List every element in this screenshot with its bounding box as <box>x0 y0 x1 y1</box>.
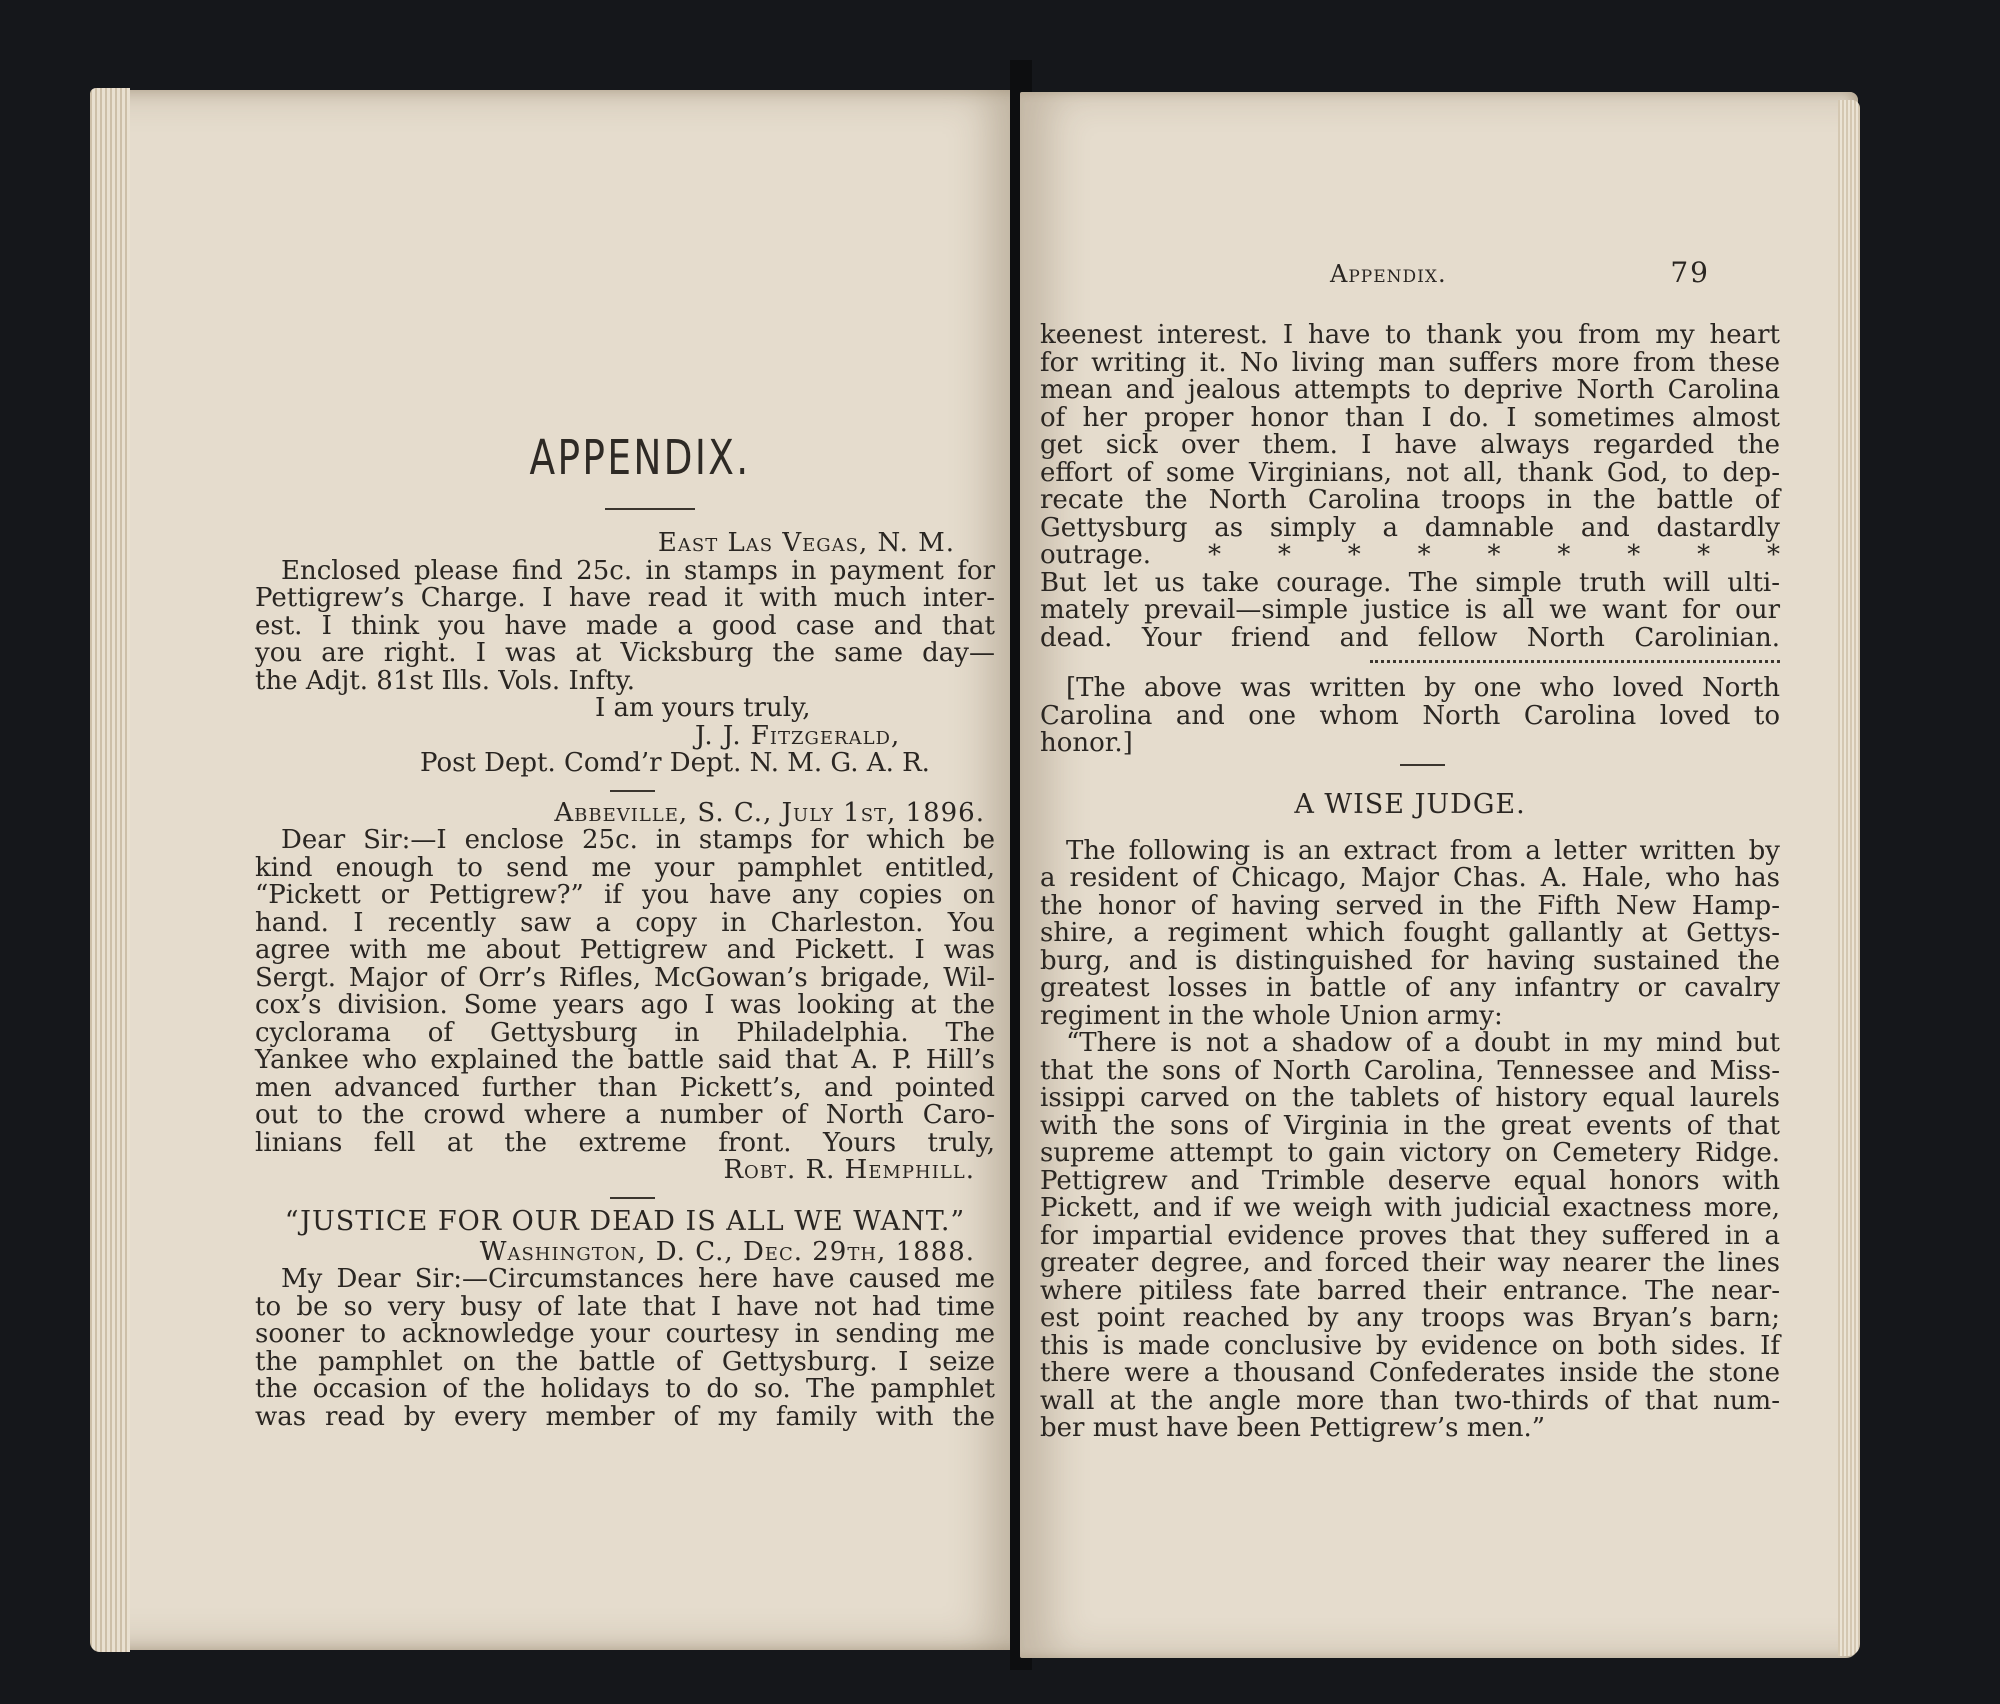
section-line: a resident of Chicago, Major Chas. A. Hale, who has <box>1040 863 1780 893</box>
section-title: A WISE JUDGE. <box>1294 788 1526 820</box>
heading-rule <box>605 508 695 510</box>
continued-line: Gettysburg as simply a damnable and dastardly <box>1040 512 1780 543</box>
continued-line: for writing it. No living man suffers more from these <box>1040 347 1780 378</box>
section-line: Pickett, and if we weigh with judicial exactness more, <box>1040 1193 1780 1223</box>
section-line: regiment in the whole Union army: <box>1040 1000 1503 1031</box>
section-line: greatest losses in battle of any infantry or cavalry <box>1040 973 1780 1003</box>
continued-line: of her proper honor than I do. I sometimes almost <box>1040 402 1780 433</box>
letter1-line: the Adjt. 81st Ills. Vols. Infty. <box>255 665 636 696</box>
section-line: ber must have been Pettigrew’s men.” <box>1040 1413 1546 1443</box>
section-line: supreme attempt to gain victory on Cemetery Ridge. <box>1040 1138 1780 1168</box>
section-line: this is made conclusive by evidence on both sides. If <box>1040 1330 1780 1361</box>
letter3-line: was read by every member of my family with the <box>255 1401 995 1432</box>
continued-line: outrage. * * * * * * * * * <box>1040 540 1780 570</box>
section-line: greater degree, and forced their way nearer the lines <box>1040 1248 1780 1278</box>
running-head-title: Appendix. <box>1330 260 1447 288</box>
letter1-place: East Las Vegas, N. M. <box>657 528 955 558</box>
section-line: where pitiless fate barred their entrance. The near- <box>1040 1275 1780 1306</box>
continued-line: dead. Your friend and fellow North Carolinian. <box>1040 622 1780 653</box>
letter2-line: Sergt. Major of Orr’s Rifles, McGowan’s brigade, Wil- <box>255 962 995 993</box>
section-line: that the sons of North Carolina, Tennessee and Miss- <box>1040 1055 1780 1086</box>
left-page-text <box>255 500 995 1431</box>
letter1-title: Post Dept. Comd’r Dept. N. M. G. A. R. <box>420 748 930 778</box>
continued-line: keenest interest. I have to thank you from my heart <box>1040 320 1780 350</box>
letter2-line: agree with me about Pettigrew and Pickett. I was <box>255 935 995 965</box>
note-line: honor.] <box>1040 728 1133 758</box>
letter2-line: Dear Sir:—I enclose 25c. in stamps for which be <box>281 825 995 855</box>
letter3-line: the occasion of the holidays to do so. The pamphlet <box>255 1374 995 1404</box>
letter3-body <box>255 1266 995 1431</box>
section-line: the honor of having served in the Fifth New Hamp- <box>1040 890 1780 921</box>
letter1-line: you are right. I was at Vicksburg the same day— <box>255 638 995 668</box>
continued-line: effort of some Virginians, not all, thank God, to dep- <box>1040 457 1780 488</box>
section-rule <box>610 1197 655 1199</box>
appendix-heading: APPENDIX. <box>529 430 751 486</box>
continued-line: get sick over them. I have always regarded the <box>1040 430 1780 460</box>
note-line: [The above was written by one who loved North <box>1066 673 1780 703</box>
letter2-line: cyclorama of Gettysburg in Philadelphia. The <box>255 1017 995 1048</box>
letter2-line: out to the crowd where a number of North Caro- <box>255 1100 995 1130</box>
letter2-line: men advanced further than Pickett’s, and pointed <box>255 1072 995 1103</box>
section-rule <box>1400 764 1445 766</box>
letter2-line: cox’s division. Some years ago I was looking at the <box>255 990 995 1020</box>
letter3-continued <box>1040 322 1780 652</box>
letter1-signature: J. J. Fitzgerald, <box>695 720 901 751</box>
continued-line: recate the North Carolina troops in the battle of <box>1040 485 1780 515</box>
continued-line: mately prevail—simple justice is all we want for our <box>1040 595 1780 625</box>
letter2-body <box>255 827 995 1157</box>
page-edges-left <box>90 88 130 1652</box>
letter2-signature: Robt. R. Hemphill. <box>723 1155 975 1185</box>
continued-line: But let us take courage. The simple truth will ulti- <box>1040 567 1780 598</box>
continued-line: mean and jealous attempts to deprive North Carolina <box>1040 375 1780 405</box>
section-line: issippi carved on the tablets of history equal laurels <box>1040 1083 1780 1113</box>
section-line: est point reached by any troops was Bryan’s barn; <box>1040 1303 1780 1333</box>
right-page-text <box>1040 322 1780 1443</box>
section-line: for impartial evidence proves that they suffered in a <box>1040 1220 1780 1251</box>
letter1-line: Pettigrew’s Charge. I have read it with much inter- <box>255 583 995 613</box>
letter2-place: Abbeville, S. C., July 1st, 1896. <box>554 797 985 828</box>
letter1-line: Enclosed please find 25c. in stamps in payment for <box>281 555 995 586</box>
editor-note <box>1040 675 1780 758</box>
letter3-line: to be so very busy of late that I have not had time <box>255 1291 995 1322</box>
section-line: wall at the angle more than two-thirds of that num- <box>1040 1385 1780 1416</box>
wise-judge-body <box>1040 835 1780 1443</box>
section-line: there were a thousand Confederates inside the stone <box>1040 1358 1780 1388</box>
section-line: burg, and is distinguished for having sustained the <box>1040 945 1780 976</box>
letter1-line: est. I think you have made a good case and that <box>255 610 995 641</box>
section-line: “There is not a shadow of a doubt in my mind but <box>1066 1028 1780 1058</box>
letter1-body <box>255 555 995 696</box>
letter2-line: hand. I recently saw a copy in Charleston. You <box>255 907 995 938</box>
letter3-place: Washington, D. C., Dec. 29th, 1888. <box>479 1236 975 1267</box>
letter3-line: My Dear Sir:—Circumstances here have caused me <box>281 1264 995 1294</box>
section-line: shire, a regiment which fought gallantly at Gettys- <box>1040 918 1780 948</box>
letter3-title: “JUSTICE FOR OUR DEAD IS ALL WE WANT.” <box>284 1205 966 1237</box>
letter2-line: kind enough to send me your pamphlet entitled, <box>255 852 995 883</box>
letter2-line: “Pickett or Pettigrew?” if you have any copies on <box>255 880 995 910</box>
section-line: with the sons of Virginia in the great events of that <box>1040 1110 1780 1141</box>
page-number: 79 <box>1670 256 1710 289</box>
letter1-closing: I am yours truly, <box>595 693 811 723</box>
section-rule <box>610 790 655 792</box>
letter3-line: sooner to acknowledge your courtesy in sending me <box>255 1319 995 1349</box>
section-line: The following is an extract from a letter written by <box>1066 835 1780 866</box>
note-line: Carolina and one whom North Carolina loved to <box>1040 700 1780 731</box>
letter2-line: Yankee who explained the battle said that A. P. Hill’s <box>255 1045 995 1075</box>
page-edges-right <box>1838 100 1860 1656</box>
section-line: Pettigrew and Trimble deserve equal honors with <box>1040 1165 1780 1196</box>
dotted-separator <box>1370 660 1780 663</box>
letter3-line: the pamphlet on the battle of Gettysburg. I seize <box>255 1346 995 1377</box>
letter2-line: linians fell at the extreme front. Yours truly, <box>255 1127 995 1158</box>
